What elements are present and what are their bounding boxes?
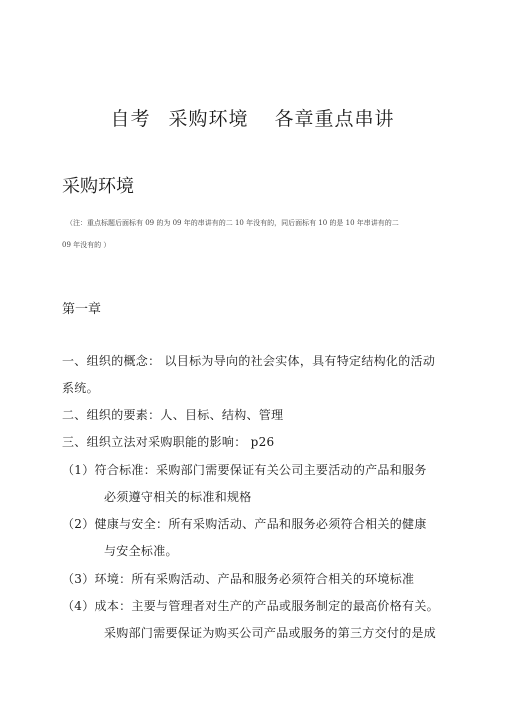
content-line: （2）健康与安全：所有采购活动、产品和服务必须符合相关的健康 (62, 517, 427, 531)
content-line: 三、组织立法对采购职能的影响： p26 (62, 435, 275, 449)
content-line: 二、组织的要素：人、目标、结构、管理 (62, 408, 284, 422)
page-title (0, 104, 505, 131)
content-line: 必须遵守相关的标准和规格 (104, 490, 252, 504)
title-part-3: 各章重点串讲 (274, 108, 395, 130)
content-line: 采购部门需要保证为购买公司产品或服务的第三方交付的是成 (104, 626, 437, 640)
content-line: （3）环境：所有采购活动、产品和服务必须符合相关的环境标准 (62, 572, 415, 586)
note-line-2: 09 年没有的 ） (62, 241, 111, 249)
title-part-1: 自考 (110, 108, 151, 130)
chapter-heading: 第一章 (62, 302, 102, 317)
content-line: 一、组织的概念： 以目标为导向的社会实体，具有特定结构化的活动 (62, 354, 436, 368)
content-line: （1）符合标准：采购部门需要保证有关公司主要活动的产品和服务 (62, 463, 427, 477)
content-line: 系统。 (62, 381, 99, 395)
title-part-2: 采购环境 (168, 108, 249, 130)
content-line: （4）成本：主要与管理者对生产的产品或服务制定的最高价格有关。 (62, 599, 439, 613)
subject-heading: 采购环境 (62, 176, 134, 197)
content-line: 与安全标准。 (104, 544, 178, 558)
note-line-1: （注：重点标题后面标有 09 的为 09 年的串讲有的二 10 年没有的，同后面标有 10 的是 10 年串讲有的二 (66, 219, 399, 227)
